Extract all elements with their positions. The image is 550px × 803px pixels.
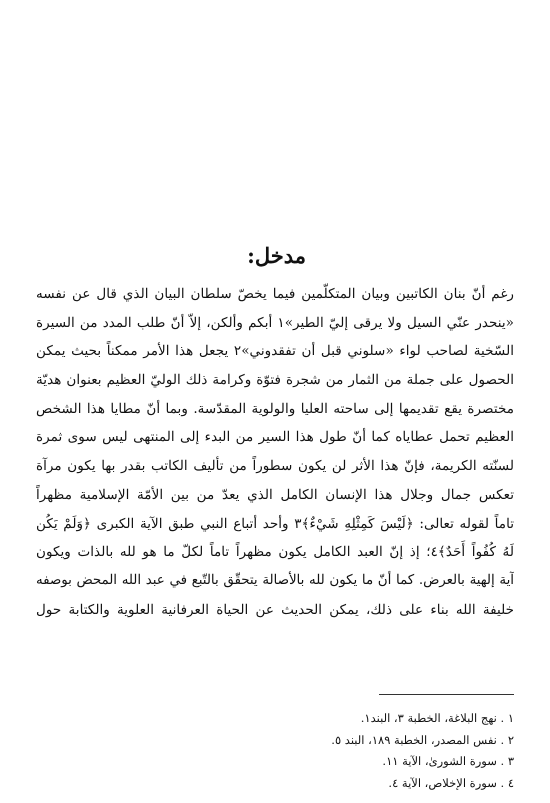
text-line: رغم أنّ بنان الكاتبين وبيان المتكلّمين فيما يخصّ سلطان البيان الذي قال عن نفسه: [36, 286, 514, 302]
footnote-divider: [379, 694, 514, 695]
text-line: مختصرة يقع تقديمها إلى ساحته العليا والولوية المقدّسة. وبما أنّ مطايا هذا الشخص: [36, 400, 514, 417]
footnote-item: ٤ . سورة الإخلاص، الآية ٤.: [388, 775, 514, 790]
text-line: خليفة الله بناء على ذلك، يمكن الحديث عن الحياة العرفانية العلوية والكتابة حول: [36, 601, 514, 618]
text-line: لَهُ كُفُواً أَحَدٌ﴾٤؛ إذ إنّ العبد الكامل يكون مظهراً تاماً لكلّ ما هو لله بالذات ويكون: [36, 544, 514, 561]
text-line: الحصول على جملة من الثمار من شجرة فتوّة وكرامة ذلك الوليّ العظيم بعنوان هديّة: [36, 372, 514, 389]
text-line: آية إلهية بالعرض. كما أنّ ما يكون لله بالأصالة يتحقّق بالتّبع في عبد الله المحض بوصفه: [36, 572, 514, 588]
text-line: تعكس جمال وجلال هذا الإنسان الكامل الذي يعدّ من بين الأمّة الإسلامية مظهراً: [36, 486, 514, 503]
footnotes-list: [214, 708, 514, 794]
body-paragraph: [36, 280, 514, 624]
section-heading: مدخل:: [247, 243, 306, 268]
footnote-item: ٣ . سورة الشورىٰ، الآية ١١.: [382, 754, 514, 768]
text-line: لسنّته الكريمة، فإنّ هذا الأثر لن يكون سطوراً من تأليف الكاتب بقدر بها يكون مرآة: [36, 458, 514, 475]
footnote-item: ١ . نهج البلاغة، الخطبة ٣، البند١.: [360, 711, 514, 725]
text-line: «ينحدر عنّي السيل ولا يرقى إليّ الطير»١ أبكم وألكن، إلاّ أنّ طلب المدد من السيرة: [36, 314, 514, 331]
text-line: تاماً لقوله تعالى: ﴿لَيْسَ كَمِثْلِهِ شَيْءٌ﴾٣ وأحد أتباع النبي طبق الآية الكبرى ﴿وَلَمْ يَكُن: [36, 515, 514, 532]
text-line: السّخية لصاحب لواء «سلوني قبل أن تفقدوني»٢ يجعل هذا الأمر ممكناً بحيث يمكن: [36, 343, 514, 360]
text-line: العظيم تحمل عطاياه كما أنّ طول هذا السير من البدء إلى المنتهى ليس سوى ثمرة: [36, 429, 514, 446]
footnote-item: ٢ . نفس المصدر، الخطبة ١٨٩، البند ٥.: [331, 732, 514, 747]
